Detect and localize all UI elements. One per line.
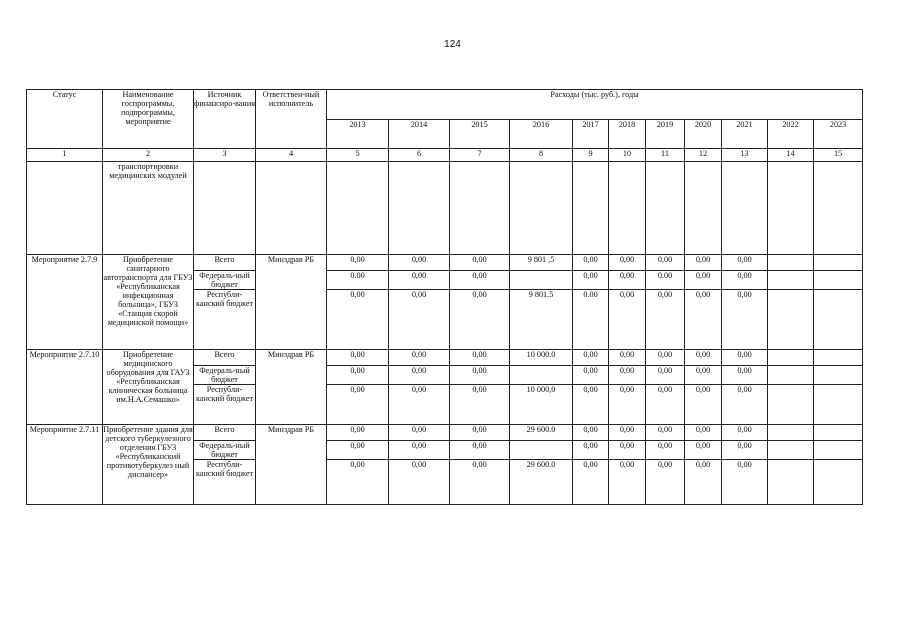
value-cell bbox=[814, 460, 863, 505]
value-cell bbox=[814, 255, 863, 271]
value-cell: 0,00 bbox=[685, 385, 722, 425]
column-number: 2 bbox=[103, 149, 194, 162]
cont-cell bbox=[389, 162, 450, 255]
value-cell: 0,00 bbox=[389, 425, 450, 441]
header-status: Статус bbox=[27, 90, 103, 149]
column-number: 3 bbox=[194, 149, 256, 162]
cont-cell bbox=[510, 162, 573, 255]
value-cell: 10 000.0 bbox=[510, 350, 573, 366]
column-number: 5 bbox=[327, 149, 389, 162]
value-cell bbox=[814, 385, 863, 425]
value-cell: 0,00 bbox=[609, 366, 646, 385]
value-cell: 0,00 bbox=[389, 460, 450, 505]
value-cell: 0,00 bbox=[722, 255, 768, 271]
table-row bbox=[27, 255, 863, 271]
column-number: 15 bbox=[814, 149, 863, 162]
value-cell: 0,00 bbox=[450, 366, 510, 385]
column-number: 6 bbox=[389, 149, 450, 162]
value-cell: 0,00 bbox=[573, 366, 609, 385]
value-cell: 0,00 bbox=[609, 271, 646, 290]
cont-cell bbox=[722, 162, 768, 255]
value-cell: 0,00 bbox=[722, 385, 768, 425]
value-cell: 29 600.0 bbox=[510, 425, 573, 441]
column-number: 14 bbox=[768, 149, 814, 162]
value-cell: 0,00 bbox=[327, 385, 389, 425]
table-row bbox=[27, 350, 863, 366]
event-name: Приобретение санитарного автотранспорта для ГБУЗ «Республиканская инфекционная больница», ГБУЗ «Станция скорой медицинской помощи» bbox=[103, 255, 194, 350]
value-cell: 0,00 bbox=[685, 350, 722, 366]
column-number: 1 bbox=[27, 149, 103, 162]
value-cell bbox=[768, 385, 814, 425]
year-header: 2021 bbox=[722, 120, 768, 149]
header-row bbox=[27, 90, 863, 120]
value-cell bbox=[814, 425, 863, 441]
value-cell bbox=[510, 271, 573, 290]
funding-source: Республи-канский бюджет bbox=[194, 385, 256, 425]
value-cell bbox=[768, 441, 814, 460]
value-cell: 0,00 bbox=[609, 350, 646, 366]
year-header: 2023 bbox=[814, 120, 863, 149]
column-number: 8 bbox=[510, 149, 573, 162]
value-cell bbox=[814, 290, 863, 350]
value-cell: 0,00 bbox=[646, 366, 685, 385]
cont-cell bbox=[685, 162, 722, 255]
year-header: 2022 bbox=[768, 120, 814, 149]
value-cell: 0,00 bbox=[685, 271, 722, 290]
value-cell: 0,00 bbox=[685, 255, 722, 271]
status-cell: Мероприятие 2.7.9 bbox=[27, 255, 103, 350]
funding-source: Федераль-ный бюджет bbox=[194, 271, 256, 290]
cont-name: транспортировки медицинских модулей bbox=[103, 162, 194, 255]
cont-responsible bbox=[256, 162, 327, 255]
value-cell bbox=[768, 460, 814, 505]
value-cell: 0,00 bbox=[609, 441, 646, 460]
column-numbers-row bbox=[27, 149, 863, 162]
value-cell: 29 600.0 bbox=[510, 460, 573, 505]
cont-cell bbox=[573, 162, 609, 255]
value-cell: 0,00 bbox=[327, 460, 389, 505]
value-cell: 0,00 bbox=[450, 255, 510, 271]
funding-source: Федераль-ный бюджет bbox=[194, 366, 256, 385]
cont-cell bbox=[609, 162, 646, 255]
funding-source: Республи-канский бюджет bbox=[194, 290, 256, 350]
cont-cell bbox=[768, 162, 814, 255]
value-cell: 0,00 bbox=[646, 385, 685, 425]
funding-source: Федераль-ный бюджет bbox=[194, 441, 256, 460]
value-cell: 0,00 bbox=[609, 460, 646, 505]
budget-table bbox=[26, 89, 863, 505]
cont-cell bbox=[646, 162, 685, 255]
value-cell bbox=[814, 366, 863, 385]
value-cell: 0,00 bbox=[685, 460, 722, 505]
value-cell: 0,00 bbox=[389, 385, 450, 425]
value-cell: 0,00 bbox=[722, 425, 768, 441]
value-cell: 0,00 bbox=[573, 350, 609, 366]
value-cell: 0,00 bbox=[450, 271, 510, 290]
value-cell: 0,00 bbox=[327, 255, 389, 271]
value-cell: 0,00 bbox=[327, 290, 389, 350]
value-cell: 0,00 bbox=[646, 425, 685, 441]
value-cell: 0,00 bbox=[609, 290, 646, 350]
value-cell: 0,00 bbox=[573, 460, 609, 505]
year-header: 2017 bbox=[573, 120, 609, 149]
value-cell: 0,00 bbox=[685, 366, 722, 385]
responsible-executor: Минздрав РБ bbox=[256, 255, 327, 350]
value-cell: 0,00 bbox=[573, 385, 609, 425]
value-cell: 0,00 bbox=[609, 425, 646, 441]
value-cell bbox=[510, 366, 573, 385]
responsible-executor: Минздрав РБ bbox=[256, 350, 327, 425]
cont-source bbox=[194, 162, 256, 255]
value-cell: 0,00 bbox=[573, 425, 609, 441]
value-cell: 0,00 bbox=[609, 385, 646, 425]
value-cell: 0,00 bbox=[722, 290, 768, 350]
value-cell: 0,00 bbox=[450, 350, 510, 366]
cont-cell bbox=[327, 162, 389, 255]
value-cell: 0,00 bbox=[722, 271, 768, 290]
value-cell: 0,00 bbox=[722, 366, 768, 385]
year-header: 2018 bbox=[609, 120, 646, 149]
value-cell: 0,00 bbox=[327, 425, 389, 441]
value-cell: 0,00 bbox=[450, 425, 510, 441]
value-cell bbox=[510, 441, 573, 460]
column-number: 12 bbox=[685, 149, 722, 162]
value-cell: 0,00 bbox=[722, 441, 768, 460]
header-expenses: Расходы (тыс. руб.), годы bbox=[327, 90, 863, 120]
year-header: 2016 bbox=[510, 120, 573, 149]
funding-source: Всего bbox=[194, 425, 256, 441]
value-cell: 0,00 bbox=[573, 255, 609, 271]
value-cell: 0,00 bbox=[722, 460, 768, 505]
page-number: 124 bbox=[444, 39, 461, 50]
column-number: 13 bbox=[722, 149, 768, 162]
value-cell: 0.00 bbox=[327, 271, 389, 290]
column-number: 7 bbox=[450, 149, 510, 162]
value-cell bbox=[814, 271, 863, 290]
value-cell: 0,00 bbox=[450, 385, 510, 425]
header-responsible: Ответствен-ный исполнитель bbox=[256, 90, 327, 149]
continuation-row bbox=[27, 162, 863, 255]
responsible-executor: Минздрав РБ bbox=[256, 425, 327, 505]
value-cell: 0.00 bbox=[573, 290, 609, 350]
year-header: 2015 bbox=[450, 120, 510, 149]
value-cell: 0,00 bbox=[389, 441, 450, 460]
value-cell bbox=[814, 441, 863, 460]
value-cell: 0,00 bbox=[327, 350, 389, 366]
value-cell: 0,00 bbox=[389, 255, 450, 271]
value-cell: 9 801 ,5 bbox=[510, 255, 573, 271]
value-cell: 0,00 bbox=[646, 441, 685, 460]
value-cell: 0,00 bbox=[685, 441, 722, 460]
value-cell bbox=[768, 290, 814, 350]
value-cell: 0,00 bbox=[646, 460, 685, 505]
value-cell: 0,00 bbox=[609, 255, 646, 271]
year-header: 2020 bbox=[685, 120, 722, 149]
value-cell bbox=[768, 425, 814, 441]
value-cell: 0,00 bbox=[685, 425, 722, 441]
value-cell bbox=[768, 271, 814, 290]
table-row bbox=[27, 425, 863, 441]
cont-status bbox=[27, 162, 103, 255]
value-cell: 0,00 bbox=[685, 290, 722, 350]
event-name: Приобретение здания для детского туберкулезного отделения ГБУЗ «Республиканский противотуберкулез ный диспансер» bbox=[103, 425, 194, 505]
value-cell: 0,00 bbox=[646, 350, 685, 366]
value-cell: 0,00 bbox=[573, 271, 609, 290]
value-cell: 0,00 bbox=[450, 290, 510, 350]
event-name: Приобретение медицинского оборудования для ГАУЗ «Республиканская клиническая больница им.Н.А.Семашко» bbox=[103, 350, 194, 425]
column-number: 11 bbox=[646, 149, 685, 162]
value-cell: 0,00 bbox=[389, 290, 450, 350]
value-cell: 0,00 bbox=[389, 350, 450, 366]
funding-source: Всего bbox=[194, 255, 256, 271]
cont-cell bbox=[814, 162, 863, 255]
value-cell: 0,00 bbox=[327, 366, 389, 385]
value-cell: 0,00 bbox=[389, 366, 450, 385]
value-cell: 0,00 bbox=[450, 460, 510, 505]
year-header: 2019 bbox=[646, 120, 685, 149]
value-cell: 9 801.5 bbox=[510, 290, 573, 350]
value-cell: 0,00 bbox=[573, 441, 609, 460]
year-header: 2014 bbox=[389, 120, 450, 149]
value-cell: 10 000,0 bbox=[510, 385, 573, 425]
value-cell: 0,00 bbox=[646, 255, 685, 271]
cont-cell bbox=[450, 162, 510, 255]
value-cell bbox=[814, 350, 863, 366]
value-cell: 0,00 bbox=[389, 271, 450, 290]
funding-source: Республи-канский бюджет bbox=[194, 460, 256, 505]
column-number: 4 bbox=[256, 149, 327, 162]
value-cell: 0.00 bbox=[646, 271, 685, 290]
header-name: Наименование госпрограммы, подпрограммы, мероприятие bbox=[103, 90, 194, 149]
year-header: 2013 bbox=[327, 120, 389, 149]
column-number: 9 bbox=[573, 149, 609, 162]
value-cell: 0,00 bbox=[327, 441, 389, 460]
column-number: 10 bbox=[609, 149, 646, 162]
value-cell bbox=[768, 350, 814, 366]
status-cell: Мероприятие 2.7.10 bbox=[27, 350, 103, 425]
funding-source: Всего bbox=[194, 350, 256, 366]
value-cell bbox=[768, 366, 814, 385]
value-cell bbox=[768, 255, 814, 271]
status-cell: Мероприятие 2.7.11 bbox=[27, 425, 103, 505]
value-cell: 0,00 bbox=[646, 290, 685, 350]
header-source: Источник финансиро-вания bbox=[194, 90, 256, 149]
value-cell: 0,00 bbox=[450, 441, 510, 460]
value-cell: 0,00 bbox=[722, 350, 768, 366]
